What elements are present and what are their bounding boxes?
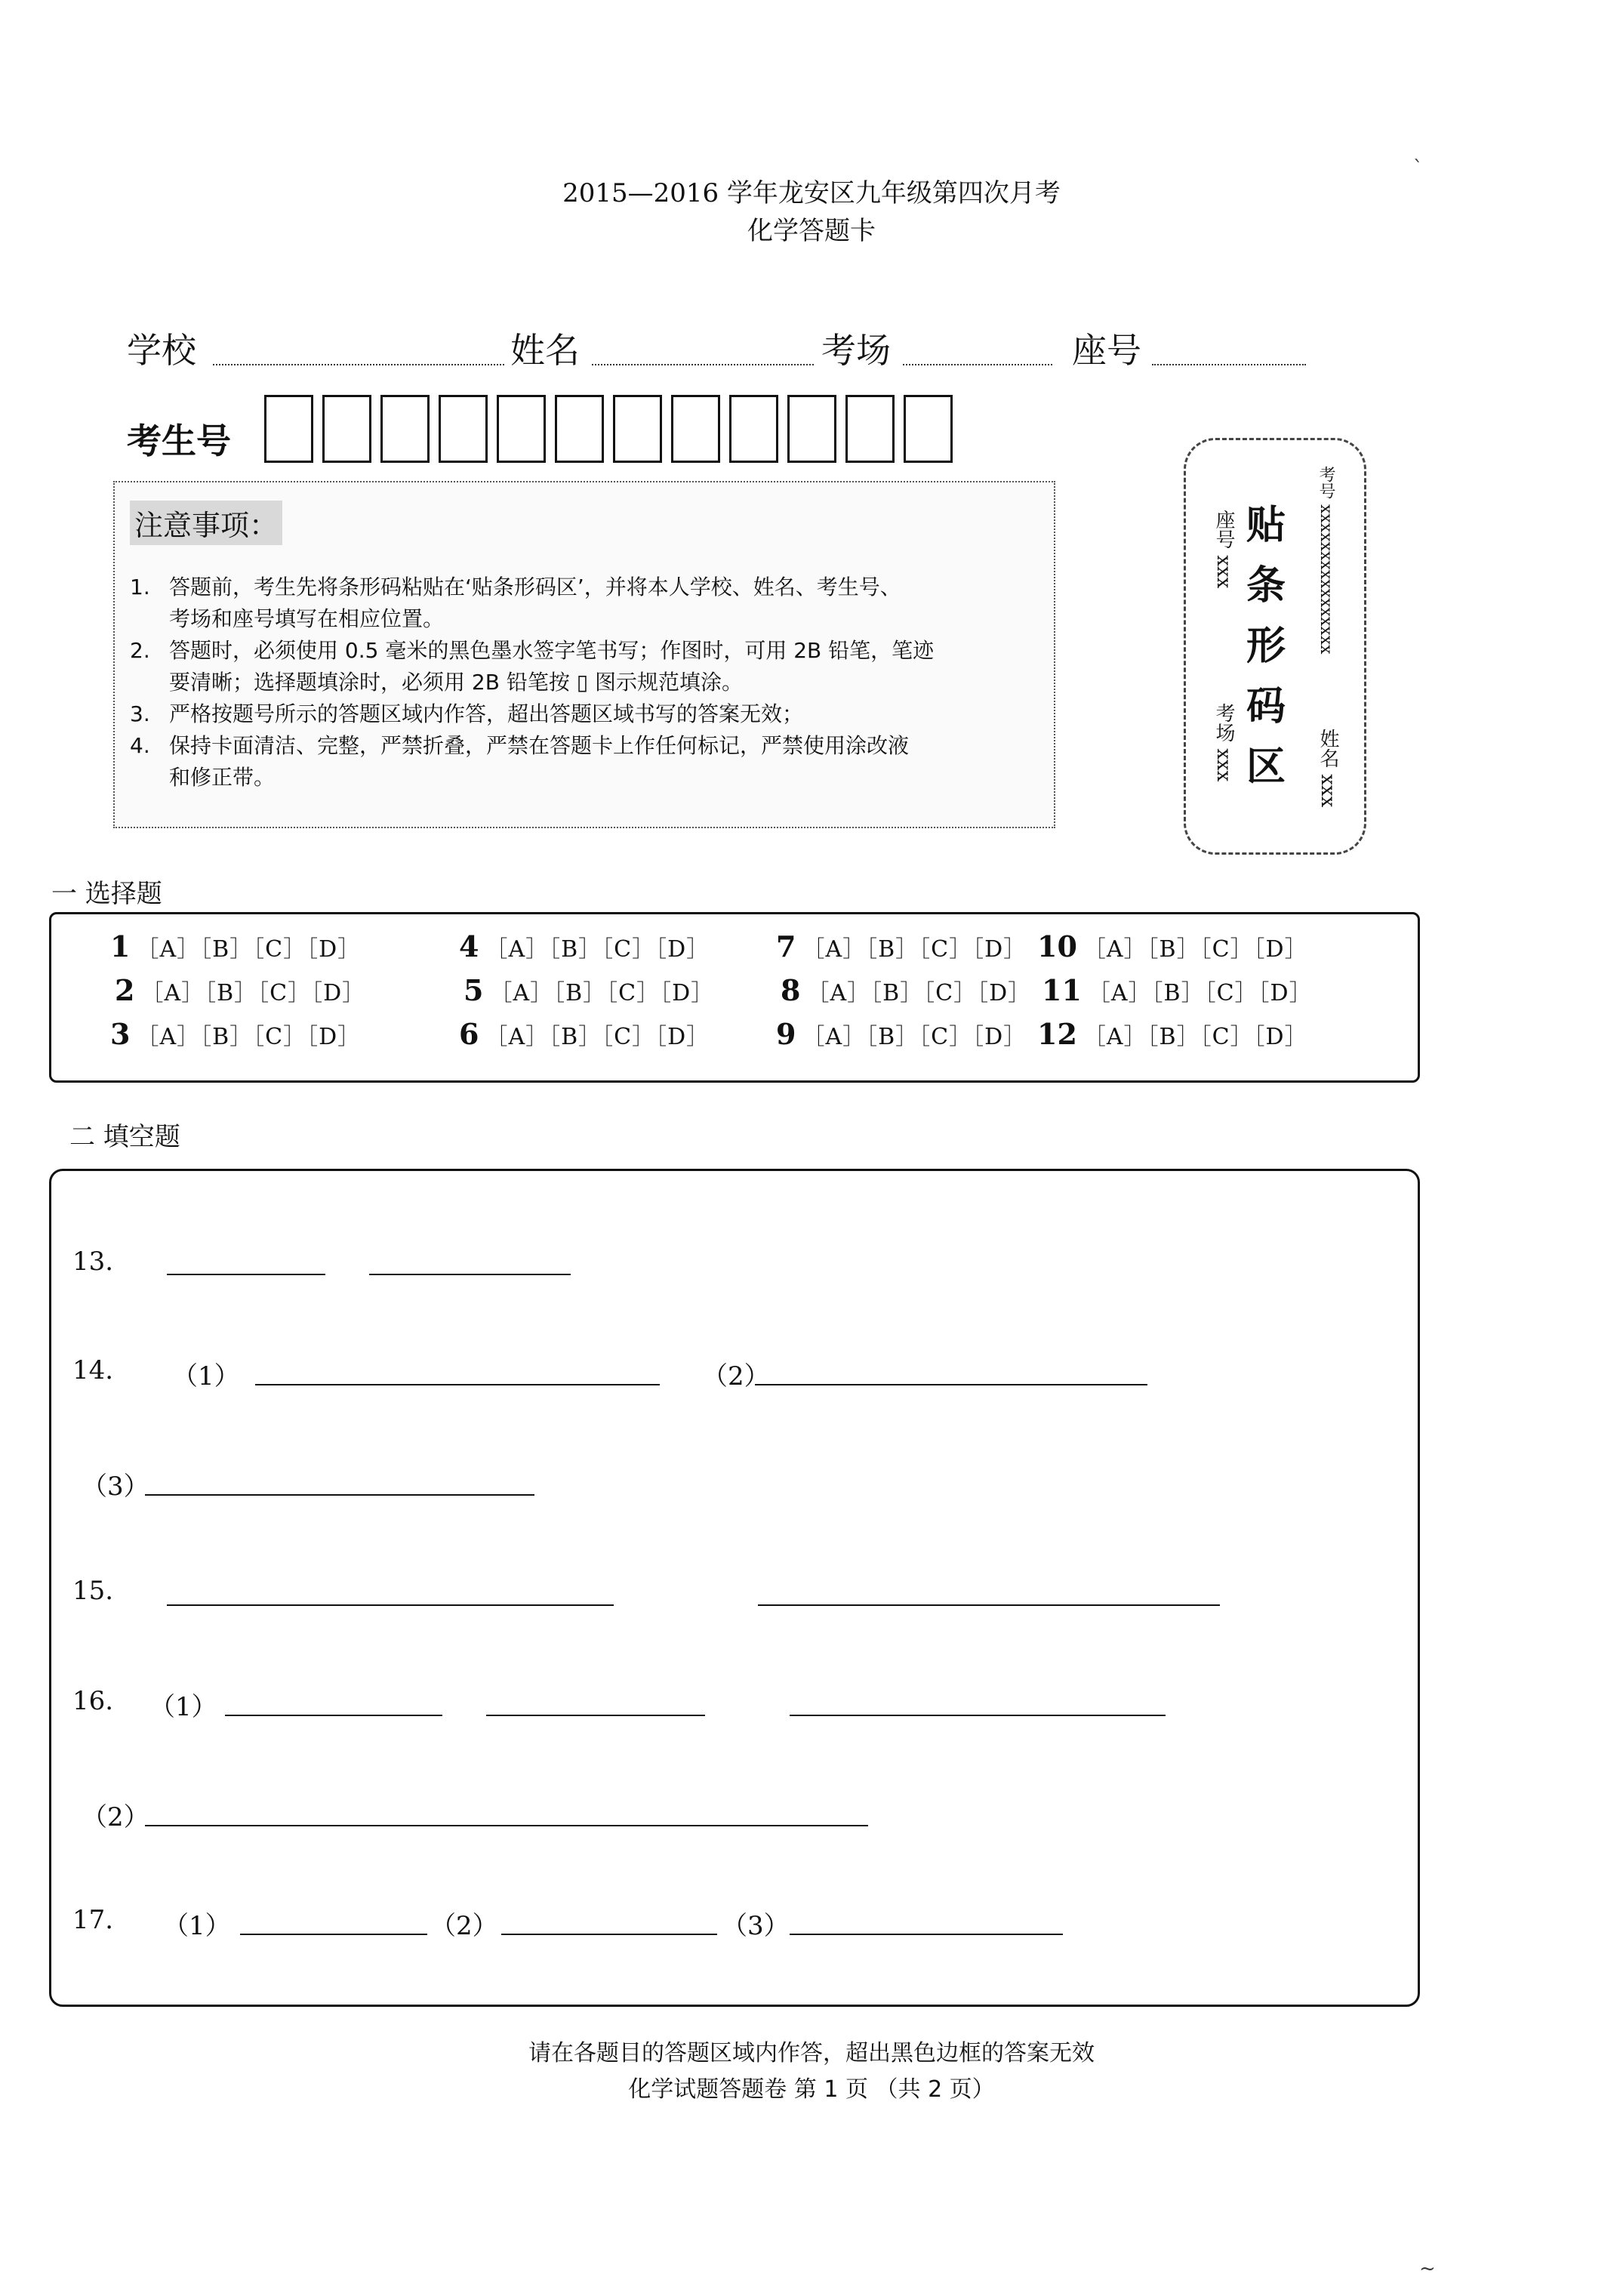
seat-label: 座号 xyxy=(1072,330,1141,371)
q15-blank-1[interactable] xyxy=(167,1604,614,1606)
mc-question-10[interactable] xyxy=(1037,929,1308,963)
mc-question-11[interactable] xyxy=(1042,973,1313,1007)
q14-blank-2[interactable] xyxy=(755,1384,1147,1385)
exam-id-digit-box[interactable] xyxy=(613,395,662,463)
mc-answer-options[interactable]: ［A］［B］［C］［D］ xyxy=(806,980,1032,1006)
footer-page-number: 化学试题答题卷 第 1 页 （共 2 页） xyxy=(628,2076,995,2103)
q17-blank-1[interactable] xyxy=(240,1934,427,1935)
mc-question-number: 10 xyxy=(1037,929,1077,963)
q14-part-3-label: （3） xyxy=(82,1472,149,1502)
mc-answer-options[interactable]: ［A］［B］［C］［D］ xyxy=(136,1024,362,1050)
barcode-char: 条 xyxy=(1246,562,1286,609)
q16-blank-2[interactable] xyxy=(486,1715,705,1716)
exam-id-digit-box[interactable] xyxy=(787,395,836,463)
scan-mark: ~ xyxy=(1419,2257,1436,2280)
q14-number: 14. xyxy=(72,1355,114,1385)
notice-heading: 注意事项： xyxy=(130,501,282,545)
notice-item-number: 4. xyxy=(130,733,150,758)
mc-answer-options[interactable]: ［A］［B］［C］［D］ xyxy=(1083,936,1308,963)
notice-item xyxy=(130,730,1036,794)
seat-field[interactable] xyxy=(1152,364,1306,365)
mc-question-number: 2 xyxy=(115,973,135,1007)
mc-question-number: 5 xyxy=(463,973,484,1007)
mc-answer-options[interactable]: ［A］［B］［C］［D］ xyxy=(1083,1024,1308,1050)
exam-id-digit-box[interactable] xyxy=(439,395,488,463)
exam-id-digit-box[interactable] xyxy=(904,395,953,463)
fill-answer-box xyxy=(49,1169,1420,2007)
mc-question-6[interactable] xyxy=(459,1017,710,1051)
mc-question-number: 4 xyxy=(459,929,479,963)
q13-blank-2[interactable] xyxy=(369,1274,571,1275)
q13-number: 13. xyxy=(72,1247,114,1277)
notice-item-number: 2. xyxy=(130,638,150,663)
card-title: 化学答题卡 xyxy=(747,216,876,246)
q16-part-2-label: （2） xyxy=(82,1802,149,1832)
barcode-name-text: 姓名 xxx xyxy=(1317,729,1339,808)
scan-mark: ` xyxy=(1413,157,1423,180)
notice-item-text: 考场和座号填写在相应位置。 xyxy=(169,606,445,631)
exam-id-digit-box[interactable] xyxy=(322,395,371,463)
exam-id-boxes xyxy=(264,395,962,463)
room-label: 考场 xyxy=(821,330,891,371)
exam-title: 2015—2016 学年龙安区九年级第四次月考 xyxy=(562,178,1061,208)
mc-section-title: 一 选择题 xyxy=(51,879,162,909)
mc-answer-options[interactable]: ［A］［B］［C］［D］ xyxy=(485,1024,710,1050)
school-field[interactable] xyxy=(213,364,504,365)
notice-box xyxy=(113,481,1055,828)
notice-item xyxy=(130,635,1036,698)
barcode-char: 形 xyxy=(1246,623,1286,669)
barcode-char: 码 xyxy=(1246,683,1286,729)
mc-question-number: 3 xyxy=(110,1017,131,1051)
notice-item-number: 1. xyxy=(130,575,150,599)
q17-blank-3[interactable] xyxy=(790,1934,1063,1935)
barcode-room-text: 考场 xxx xyxy=(1212,703,1235,782)
q17-part-3-label: （3） xyxy=(722,1911,790,1941)
mc-question-7[interactable] xyxy=(776,929,1027,963)
barcode-exam-no-text: 考号 xxxxxxxxxxxxxxxx xyxy=(1317,466,1335,655)
notice-list xyxy=(130,572,1036,794)
exam-id-digit-box[interactable] xyxy=(845,395,895,463)
notice-item-number: 3. xyxy=(130,701,150,726)
mc-question-1[interactable] xyxy=(110,929,361,963)
notice-item-text: 答题前，考生先将条形码粘贴在‘贴条形码区’，并将本人学校、姓名、考生号、 xyxy=(169,575,901,599)
barcode-char: 区 xyxy=(1246,744,1286,790)
mc-question-4[interactable] xyxy=(459,929,710,963)
exam-id-digit-box[interactable] xyxy=(264,395,313,463)
mc-answer-options[interactable]: ［A］［B］［C］［D］ xyxy=(489,980,715,1006)
exam-id-digit-box[interactable] xyxy=(729,395,778,463)
mc-answer-options[interactable]: ［A］［B］［C］［D］ xyxy=(136,936,362,963)
mc-question-9[interactable] xyxy=(776,1017,1027,1051)
footer-note: 请在各题目的答题区域内作答，超出黑色边框的答案无效 xyxy=(528,2040,1095,2066)
exam-id-digit-box[interactable] xyxy=(555,395,604,463)
mc-question-12[interactable] xyxy=(1037,1017,1308,1051)
barcode-seat-text: 座号 xxx xyxy=(1212,510,1235,589)
mc-question-number: 7 xyxy=(776,929,796,963)
mc-question-2[interactable] xyxy=(115,973,365,1007)
q15-blank-2[interactable] xyxy=(758,1604,1220,1606)
mc-question-number: 11 xyxy=(1042,973,1082,1007)
notice-item xyxy=(130,698,1036,730)
mc-question-5[interactable] xyxy=(463,973,714,1007)
q17-number: 17. xyxy=(72,1905,114,1935)
exam-id-label: 考生号 xyxy=(127,421,231,461)
room-field[interactable] xyxy=(903,364,1052,365)
mc-question-number: 1 xyxy=(110,929,131,963)
mc-answer-options[interactable]: ［A］［B］［C］［D］ xyxy=(802,1024,1027,1050)
q14-blank-1[interactable] xyxy=(255,1384,660,1385)
fill-section-title: 二 填空题 xyxy=(69,1122,180,1152)
q17-part-2-label: （2） xyxy=(430,1911,498,1941)
notice-item-text: 和修正带。 xyxy=(169,765,276,790)
q17-part-1-label: （1） xyxy=(163,1911,231,1941)
q14-blank-3[interactable] xyxy=(145,1494,534,1496)
exam-id-digit-box[interactable] xyxy=(380,395,430,463)
q16-blank-4[interactable] xyxy=(145,1825,868,1826)
exam-id-digit-box[interactable] xyxy=(497,395,546,463)
mc-question-number: 12 xyxy=(1037,1017,1077,1051)
q15-number: 15. xyxy=(72,1576,114,1606)
mc-question-8[interactable] xyxy=(781,973,1031,1007)
notice-item-text: 保持卡面清洁、完整，严禁折叠，严禁在答题卡上作任何标记，严禁使用涂改液 xyxy=(169,733,910,758)
barcode-area xyxy=(1184,438,1366,855)
barcode-char: 贴 xyxy=(1246,502,1286,548)
q16-blank-1[interactable] xyxy=(225,1715,442,1716)
mc-question-number: 9 xyxy=(776,1017,796,1051)
q17-blank-2[interactable] xyxy=(501,1934,717,1935)
q16-number: 16. xyxy=(72,1686,114,1716)
q16-part-1-label: （1） xyxy=(149,1692,217,1722)
school-label: 学校 xyxy=(127,330,196,371)
name-field[interactable] xyxy=(592,364,814,365)
exam-id-digit-box[interactable] xyxy=(671,395,720,463)
q16-blank-3[interactable] xyxy=(790,1715,1166,1716)
q13-blank-1[interactable] xyxy=(167,1274,325,1275)
mc-answer-options[interactable]: ［A］［B］［C］［D］ xyxy=(802,936,1027,963)
mc-answer-options[interactable]: ［A］［B］［C］［D］ xyxy=(485,936,710,963)
mc-question-number: 6 xyxy=(459,1017,479,1051)
notice-item-text: 严格按题号所示的答题区域内作答，超出答题区域书写的答案无效； xyxy=(169,701,804,726)
mc-answer-options[interactable]: ［A］［B］［C］［D］ xyxy=(140,980,366,1006)
mc-answer-options[interactable]: ［A］［B］［C］［D］ xyxy=(1087,980,1313,1006)
mc-question-number: 8 xyxy=(781,973,801,1007)
notice-item-text: 答题时，必须使用 0.5 毫米的黑色墨水签字笔书写；作图时，可用 2B 铅笔，笔迹 xyxy=(169,638,935,663)
q14-part-1-label: （1） xyxy=(172,1361,240,1391)
name-label: 姓名 xyxy=(510,330,580,371)
q14-part-2-label: （2） xyxy=(702,1361,770,1391)
notice-item xyxy=(130,572,1036,635)
mc-question-3[interactable] xyxy=(110,1017,361,1051)
notice-item-text: 要清晰；选择题填涂时，必须用 2B 铅笔按 ▯ 图示规范填涂。 xyxy=(169,670,744,695)
mc-answer-box xyxy=(49,912,1420,1083)
